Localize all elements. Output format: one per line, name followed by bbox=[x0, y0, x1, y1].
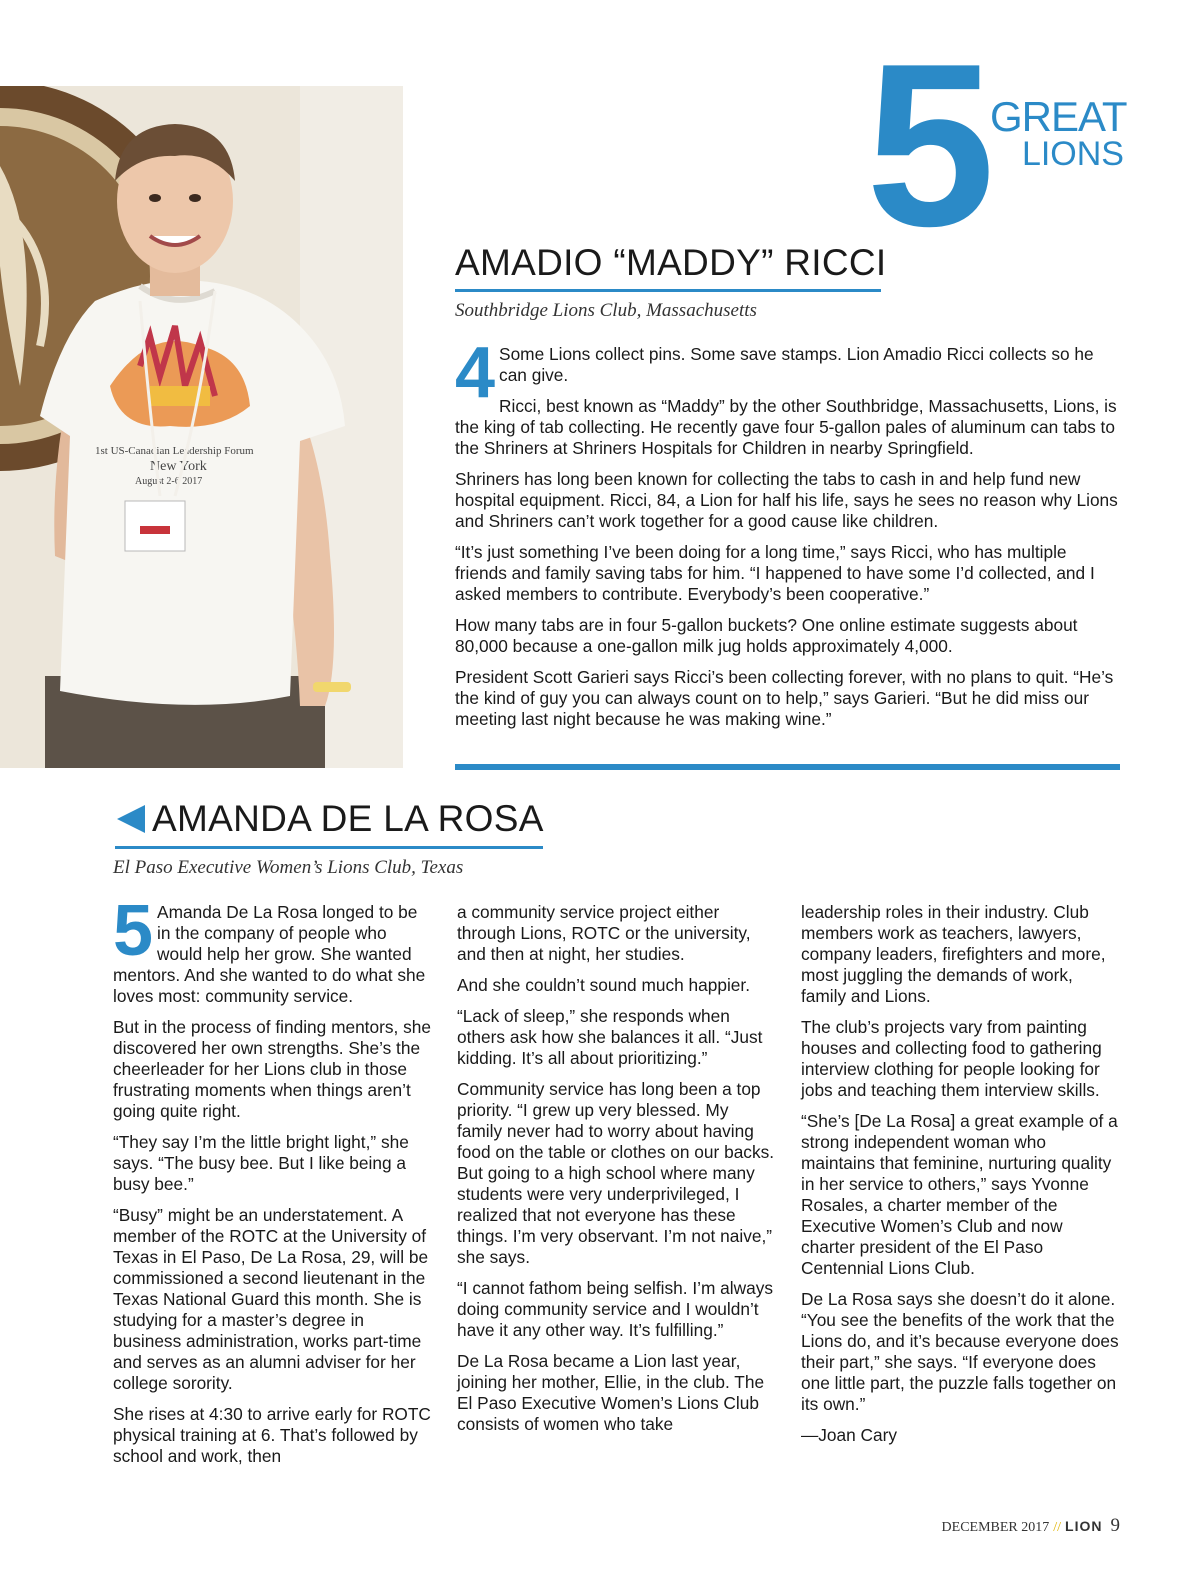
footer-separator: // bbox=[1053, 1520, 1062, 1535]
amanda-column-3 bbox=[801, 902, 1119, 1456]
footer-issue: DECEMBER 2017 bbox=[941, 1520, 1050, 1535]
ricci-paragraph: How many tabs are in four 5-gallon buckets? One online estimate suggests about 80,000 because a one-gallon milk jug holds approximately 4,000. bbox=[455, 615, 1078, 656]
amanda-paragraph: The club’s projects vary from painting houses and collecting food to gathering interview clothing for people looking for jobs and teaching them interview skills. bbox=[801, 1017, 1102, 1100]
ricci-club: Southbridge Lions Club, Massachusetts bbox=[455, 300, 757, 321]
amanda-column-2 bbox=[457, 902, 775, 1445]
photo-illustration bbox=[0, 86, 403, 768]
article-byline: —Joan Cary bbox=[801, 1425, 898, 1445]
ricci-article bbox=[455, 333, 1123, 740]
footer-magazine: LION bbox=[1065, 1518, 1103, 1534]
amanda-paragraph: Community service has long been a top priority. “I grew up very blessed. My family never had to worry about having food on the table or clothes on our backs. But going to a high school where many students were very underprivileged, I realized that not everyone has these things. I’m very observant. I’m not naive,” she says. bbox=[457, 1079, 775, 1267]
ricci-title-rule bbox=[455, 289, 881, 292]
ricci-name: AMADIO “MADDY” RICCI bbox=[455, 242, 887, 283]
shirt-text-3: August 2-6 2017 bbox=[135, 476, 203, 487]
section-divider bbox=[455, 764, 1120, 770]
amanda-paragraph: She rises at 4:30 to arrive early for ROTC physical training at 6. That’s followed by school and work, then bbox=[113, 1404, 431, 1466]
amanda-paragraph: “Busy” might be an understatement. A member of the ROTC at the University of Texas in El Paso, De La Rosa, 29, will be commissioned a second lieutenant in the Texas National Guard this month. She is studying for a master’s degree in business administration, works part-time and serves as an alumni adviser for her college sorority. bbox=[113, 1205, 429, 1393]
ricci-dropcap: 4 bbox=[455, 333, 494, 413]
amanda-paragraph: But in the process of finding mentors, she discovered her own strengths. She’s the cheerleader for her Lions club in those frustrating moments when things aren’t going quite right. bbox=[113, 1017, 431, 1121]
amanda-title-rule bbox=[115, 846, 543, 849]
amanda-paragraph: “Lack of sleep,” she responds when others ask how she balances it all. “Just kidding. It’s all about prioritizing.” bbox=[457, 1006, 763, 1068]
masthead-lions: LIONS bbox=[1021, 135, 1124, 173]
amanda-name: AMANDA DE LA ROSA bbox=[152, 798, 544, 839]
ricci-paragraph: Shriners has long been known for collecting the tabs to cash in and help fund new hospital equipment. Ricci, 84, a Lion for half his life, says he sees no reason why Lions and Shriners can’t work together for a good cause like children. bbox=[455, 469, 1118, 531]
amanda-dropcap: 5 bbox=[113, 891, 152, 971]
ricci-paragraph: “It’s just something I’ve been doing for a long time,” says Ricci, who has multiple friends and family saving tabs for him. “I happened to have some I’d collected, and I asked members to contribute. Everybody’s been cooperative.” bbox=[455, 542, 1095, 604]
amanda-club: El Paso Executive Women’s Lions Club, Texas bbox=[113, 857, 464, 878]
page-footer bbox=[942, 1515, 1120, 1537]
amanda-paragraph: De La Rosa became a Lion last year, joining her mother, Ellie, in the club. The El Paso Executive Women’s Lions Club consists of women who take bbox=[457, 1351, 765, 1434]
amanda-paragraph: a community service project either through Lions, ROTC or the university, and then at night, her studies. bbox=[457, 902, 751, 964]
amanda-paragraph: “She’s [De La Rosa] a great example of a strong independent woman who maintains that feminine, nurturing quality in her service to others,” says Yvonne Rosales, a charter member of the Executive Women’s Club and now charter president of the El Paso Centennial Lions Club. bbox=[801, 1111, 1118, 1278]
masthead-number: 5 bbox=[866, 16, 990, 275]
amanda-paragraph: leadership roles in their industry. Club members work as teachers, lawyers, company leaders, firefighters and more, most juggling the demands of work, family and Lions. bbox=[801, 902, 1106, 1006]
ricci-paragraph: President Scott Garieri says Ricci’s been collecting forever, with no plans to quit. “He’s the kind of guy you can always count on to help,” says Garieri. “But he did miss our meeting last night because he was making wine.” bbox=[455, 667, 1114, 729]
ricci-paragraph: Ricci, best known as “Maddy” by the other Southbridge, Massachusetts, Lions, is the king of tab collecting. He recently gave four 5-gallon pales of aluminum can tabs to the Shriners at Shriners Hospitals for Children in nearby Springfield. bbox=[455, 396, 1117, 458]
masthead-great: GREAT bbox=[990, 93, 1127, 140]
amanda-paragraph: “They say I’m the little bright light,” she says. “The busy bee. But I like being a busy bee.” bbox=[113, 1132, 409, 1194]
amanda-paragraph: “I cannot fathom being selfish. I’m always doing community service and I wouldn’t have it any other way. It’s fulfilling.” bbox=[457, 1278, 774, 1340]
profile-photo bbox=[0, 86, 403, 768]
amanda-column-1 bbox=[113, 891, 431, 1477]
amanda-paragraph: 5 Amanda De La Rosa longed to be in the company of people who would help her grow. She wanted mentors. And she wanted to do what she loves most: community service. bbox=[113, 891, 426, 1006]
left-triangle-icon bbox=[117, 805, 145, 833]
ricci-paragraph: 4 Some Lions collect pins. Some save stamps. Lion Amadio Ricci collects so he can give. bbox=[455, 333, 1094, 413]
shirt-text-1: 1st US-Canadian Leadership Forum bbox=[95, 445, 254, 457]
shirt-text-2: New York bbox=[150, 459, 207, 474]
amanda-paragraph: De La Rosa says she doesn’t do it alone. “You see the benefits of the work that the Lions do, and it’s because everyone does their part,” she says. “If everyone does one little part, the puzzle falls together on its own.” bbox=[801, 1289, 1119, 1414]
page-number: 9 bbox=[1110, 1515, 1120, 1536]
amanda-paragraph: And she couldn’t sound much happier. bbox=[457, 975, 751, 995]
